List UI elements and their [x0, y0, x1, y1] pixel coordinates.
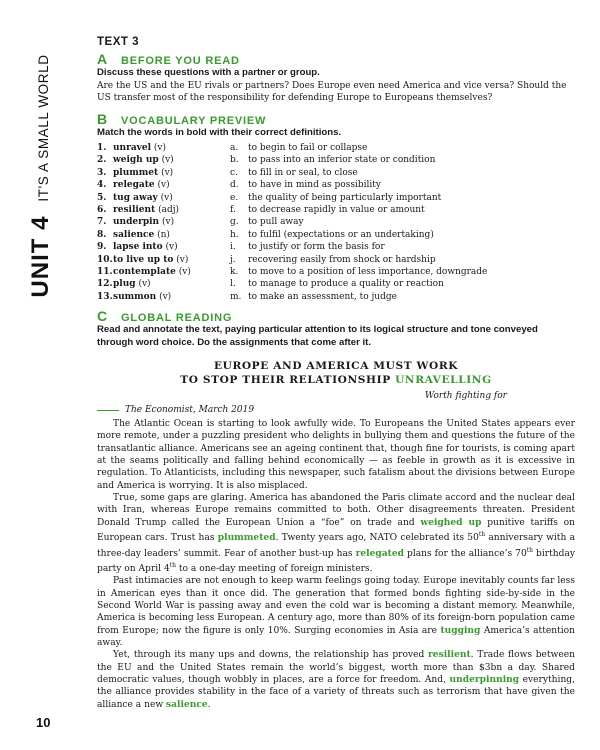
- definition-letter: b.: [230, 155, 239, 166]
- vocab-word-cell: [113, 266, 230, 278]
- vocab-pos: (adj): [158, 204, 180, 215]
- vocab-pos: (v): [176, 254, 189, 265]
- article-title-part: TO STOP THEIR RELATIONSHIP: [180, 374, 396, 387]
- vocab-number: 9.: [97, 242, 107, 253]
- vocab-number: 6.: [97, 204, 107, 215]
- paragraph-text: . Twenty years ago, NATO celebrated its 50: [275, 533, 479, 544]
- vocab-word-cell: [113, 142, 230, 154]
- paragraph-text: everything, the alliance provides stability in the face of a variety of threats such as terrorism that have given the alliance a new: [97, 675, 576, 710]
- vocab-word: unravel: [113, 143, 152, 153]
- vocab-number: 2.: [97, 155, 107, 166]
- definition-text: to pull away: [248, 217, 304, 228]
- page-number: 10: [36, 715, 51, 730]
- definition-letter: k.: [230, 266, 239, 277]
- article-subtitle: Worth fighting for: [424, 391, 507, 402]
- vocab-word-cell: [113, 229, 230, 241]
- vocab-row: [97, 167, 575, 179]
- definition-text: to fulfil (expectations or an undertaking): [248, 229, 434, 240]
- article-title-line1: EUROPE AND AMERICA MUST WORK: [213, 360, 459, 373]
- section-c-instruction: Read and annotate the text, paying particular attention to its logical structure and tone conveyed through word choice. Do the assignments that come after it.: [97, 324, 538, 348]
- section-title: VOCABULARY PREVIEW: [121, 114, 267, 127]
- sidebar: [0, 0, 82, 750]
- definition-letter: a.: [230, 143, 239, 153]
- vocabulary-list: [97, 142, 575, 303]
- section-b-instruction: Match the words in bold with their correct definitions.: [97, 126, 342, 138]
- section-c-heading: [97, 308, 575, 324]
- vocab-row: [97, 204, 575, 216]
- definition-text: the quality of being particularly important: [248, 192, 442, 203]
- vocab-row: [97, 216, 575, 228]
- paragraph-text: .: [207, 699, 211, 710]
- definition-text: to fill in or seal, to close: [248, 167, 358, 178]
- vocab-keyword: tugging: [440, 624, 481, 636]
- vocab-row: [97, 179, 575, 191]
- vocab-word-cell: [113, 216, 230, 228]
- definition-text: to make an assessment, to judge: [248, 291, 397, 302]
- vocab-number: 8.: [97, 229, 107, 240]
- section-b-heading: [97, 111, 575, 127]
- vocab-word: underpin: [113, 217, 160, 228]
- article-source: [97, 405, 575, 415]
- vocab-row: [97, 241, 575, 253]
- vocab-word-cell: [113, 254, 230, 266]
- definition-text: to begin to fail or collapse: [248, 143, 368, 153]
- definition-letter: m.: [230, 291, 242, 302]
- vocab-word: relegate: [113, 180, 155, 191]
- article-title-keyword: UNRAVELLING: [395, 374, 492, 387]
- ordinal-suffix: th: [526, 546, 534, 554]
- vocab-word: tug away: [113, 192, 158, 203]
- article-title: [97, 359, 575, 387]
- section-letter: A: [97, 51, 108, 67]
- source-text: The Economist, March 2019: [125, 405, 255, 416]
- vocab-word-cell: [113, 179, 230, 191]
- paragraph-text: Past intimacies are not enough to keep warm feelings going today. Europe inevitably counts far less in American eyes than it once did. The generation that formed bonds fighting side-by-side in the Second World War is passing away and even the cold war is becoming a distant memory. Meanwhile, America is becoming less European. A century ago, more than 80% of its foreign-born population came from Europe; now the figure is only 10%. Surging economies in Asia are: [97, 576, 575, 636]
- vocab-word: weigh up: [113, 155, 159, 166]
- page-content: [97, 36, 575, 711]
- vocab-number: 3.: [97, 167, 107, 178]
- vocab-number: 11.: [97, 266, 113, 277]
- vocab-row: [97, 142, 575, 154]
- definition-text: recovering easily from shock or hardship: [248, 254, 436, 265]
- vocab-word: to live up to: [113, 254, 174, 265]
- text-label: TEXT 3: [97, 36, 139, 48]
- paragraph-text: to a one-day meeting of foreign ministers.: [176, 563, 373, 574]
- vocab-pos: (v): [161, 167, 174, 178]
- vocab-row: [97, 229, 575, 241]
- vocab-row: [97, 266, 575, 278]
- paragraph-text: punitive tariffs on European cars. Trust has: [97, 517, 575, 544]
- vocab-keyword: salience: [166, 698, 208, 710]
- vocab-number: 12.: [97, 279, 113, 290]
- vocab-word: plug: [113, 279, 136, 290]
- vocab-number: 10.: [97, 254, 113, 265]
- section-a-heading: [97, 51, 575, 67]
- article-paragraph: [97, 649, 575, 711]
- section-letter: C: [97, 308, 108, 325]
- paragraph-text: anniversary with a three-day leaders’ summit. Fear of another bust-up has: [97, 533, 575, 559]
- paragraph-text: America’s attention away.: [97, 625, 575, 649]
- vocab-word-cell: [113, 167, 230, 179]
- vocab-keyword: underpinning: [449, 674, 520, 686]
- vocab-word: salience: [113, 229, 155, 240]
- vocab-row: [97, 254, 575, 266]
- vocab-pos: (v): [159, 291, 172, 302]
- section-title: BEFORE YOU READ: [121, 55, 240, 67]
- ordinal-suffix: th: [169, 561, 177, 569]
- vocab-number: 5.: [97, 192, 107, 203]
- vocab-keyword: relegated: [355, 547, 404, 559]
- vocab-keyword: plummeted: [217, 532, 276, 544]
- vocab-word-cell: [113, 291, 230, 303]
- vocab-row: [97, 192, 575, 204]
- article-paragraph: [97, 575, 575, 649]
- definition-text: to move to a position of less importance, downgrade: [248, 266, 488, 277]
- vocab-word-cell: [113, 192, 230, 204]
- paragraph-text: The Atlantic Ocean is starting to look awfully wide. To Europeans the United States appears ever more remote, under a puzzling president who delights in bullying them and questions the future of the transatlantic alliance. Americans see an ageing continent that, though fine for tourists, is coming apart at the seams politically and falling behind economically — as feeble in growth as it is excessive in regulation. To Atlanticists, including this newspaper, such fatalism about the divisions between Europe and America is worrying. It is also misplaced.: [97, 419, 575, 491]
- vocab-row: [97, 291, 575, 303]
- vocab-word: plummet: [113, 167, 159, 178]
- vocab-number: 4.: [97, 180, 107, 191]
- vocab-word-cell: [113, 154, 230, 166]
- source-dash: [97, 410, 119, 411]
- paragraph-text: . Trade flows between the EU and the United States remain the world’s biggest, worth more than $3bn a day. Shared democratic values, though wobbly in places, are a force for freedom. And,: [97, 650, 575, 686]
- vocab-row: [97, 154, 575, 166]
- vocab-keyword: resilient: [428, 649, 471, 661]
- vocab-word: lapse into: [113, 242, 163, 253]
- vocab-word: contemplate: [113, 266, 176, 277]
- paragraph-text: birthday party on April 4: [97, 548, 576, 574]
- vocab-word-cell: [113, 204, 230, 216]
- paragraph-text: plans for the alliance’s 70: [404, 548, 527, 559]
- vocab-number: 1.: [97, 143, 107, 153]
- paragraph-text: Yet, through its many ups and downs, the relationship has proved: [113, 650, 429, 661]
- vocab-pos: (v): [160, 192, 173, 203]
- vocab-word-cell: [113, 278, 230, 290]
- vocab-pos: (v): [178, 266, 191, 277]
- vocab-pos: (v): [153, 143, 167, 153]
- ordinal-suffix: th: [478, 531, 486, 539]
- vocab-pos: (v): [157, 180, 170, 191]
- vocab-number: 7.: [97, 217, 107, 228]
- definition-letter: d.: [230, 180, 239, 191]
- definition-text: to manage to produce a quality or reaction: [248, 279, 444, 290]
- definition-text: to have in mind as possibility: [248, 180, 381, 191]
- article-paragraph: [97, 492, 575, 575]
- unit-subtitle: IT'S A SMALL WORLD: [36, 54, 51, 202]
- section-letter: B: [97, 110, 108, 127]
- section-title: GLOBAL READING: [121, 312, 233, 325]
- vocab-pos: (v): [161, 217, 175, 228]
- definition-letter: j.: [230, 254, 236, 265]
- section-a-instruction: Discuss these questions with a partner or group.: [97, 67, 320, 78]
- vocab-number: 13.: [97, 291, 113, 302]
- vocab-word: summon: [113, 291, 157, 302]
- section-a-questions: Are the US and the EU rivals or partners? Does Europe even need America and vice versa? Should the US transfer most of the responsibility for defending Europe to Europeans themselves?: [97, 80, 567, 103]
- vocab-word-cell: [113, 241, 230, 253]
- vocab-pos: (v): [138, 279, 151, 290]
- vocab-row: [97, 278, 575, 290]
- article-title-line2: [97, 373, 575, 387]
- definition-letter: h.: [230, 229, 239, 240]
- definition-letter: g.: [230, 217, 239, 228]
- unit-label: UNIT 4: [27, 215, 54, 298]
- unit-title-vertical: [27, 54, 55, 297]
- definition-text: to decrease rapidly in value or amount: [248, 204, 425, 215]
- article-body: [97, 418, 575, 711]
- paragraph-text: True, some gaps are glaring. America has abandoned the Paris climate accord and the nuclear deal with Iran, whereas Europe remains committed to both. Other disagreements threaten. President Donald Trump called the European Union a “foe” on trade and: [97, 493, 575, 528]
- definition-letter: i.: [230, 242, 236, 253]
- vocab-keyword: weighed up: [420, 516, 482, 528]
- vocab-pos: (n): [157, 229, 170, 240]
- vocab-pos: (v): [165, 242, 178, 253]
- definition-letter: e.: [230, 192, 239, 203]
- definition-letter: c.: [230, 167, 238, 178]
- vocab-word: resilient: [113, 204, 156, 215]
- vocab-pos: (v): [161, 155, 174, 166]
- definition-text: to pass into an inferior state or condition: [248, 155, 436, 166]
- article-paragraph: [97, 418, 575, 492]
- definition-letter: f.: [230, 204, 236, 215]
- definition-letter: l.: [230, 279, 236, 290]
- definition-text: to justify or form the basis for: [248, 242, 385, 253]
